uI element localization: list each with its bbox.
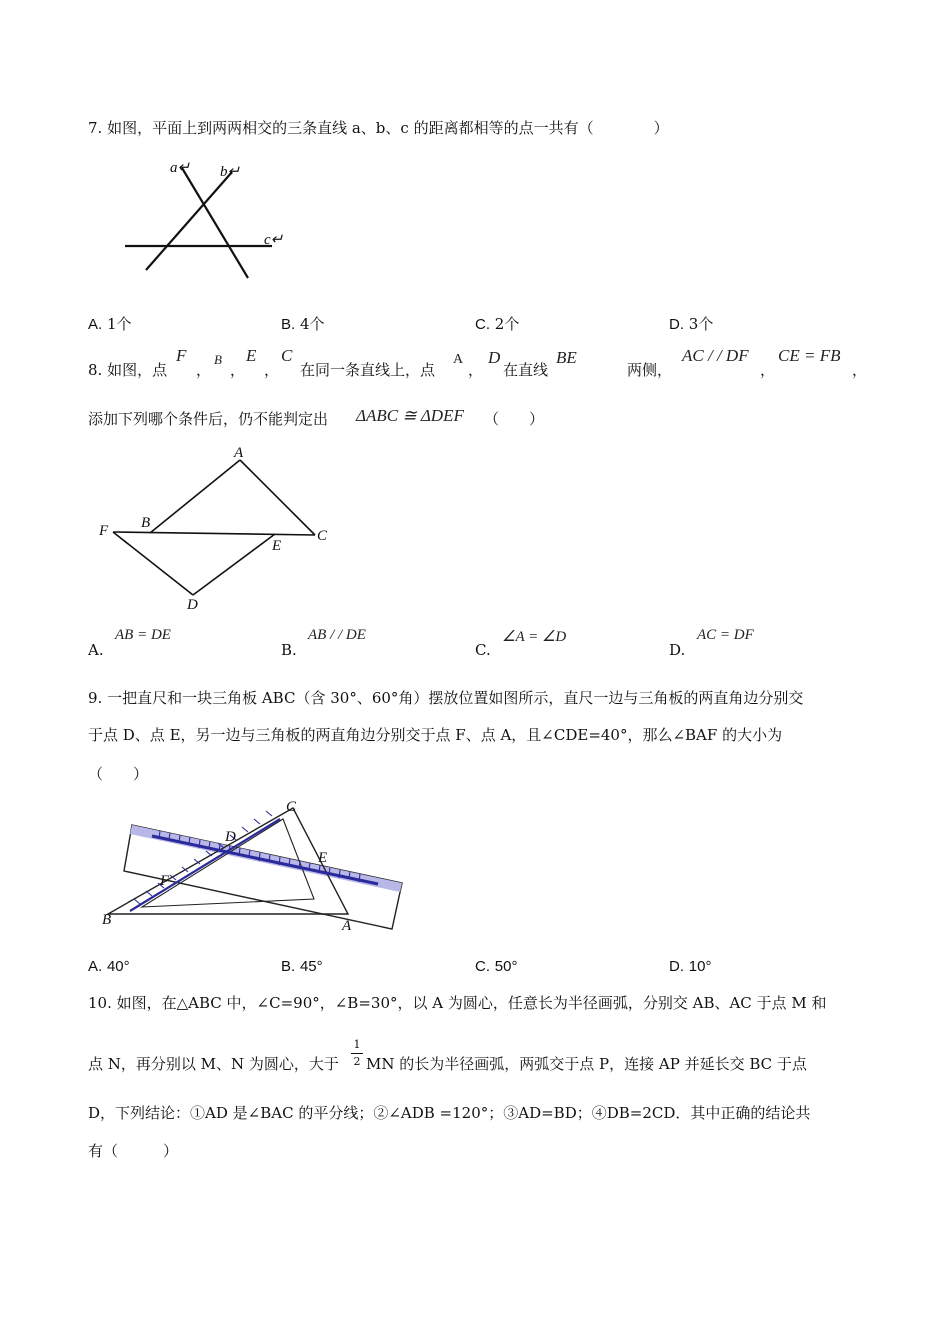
q9-fig-label-d: D (225, 829, 236, 845)
q8-congruence: ΔABC ≅ ΔDEF (356, 406, 464, 425)
q8-paren: （ ） (484, 410, 545, 428)
q9-option-c-letter: C. (475, 958, 490, 975)
q8-fig-label-c: C (317, 528, 328, 544)
q7-option-a-text: 1个 (106, 315, 132, 333)
q8-fig-label-d: D (187, 597, 198, 613)
q8-option-d-text: AC = DF (697, 627, 754, 643)
q7-stem: 7. 如图，平面上到两两相交的三条直线 a、b、c 的距离都相等的点一共有（ ） (88, 119, 669, 137)
q9-option-b[interactable] (281, 957, 323, 975)
q9-option-c-text: 50° (494, 958, 518, 975)
q8-comma-2: ， (230, 361, 246, 379)
q9-fig-label-f: F (160, 873, 170, 889)
q10-line-1: 10. 如图，在△ABC 中，∠C=90°，∠B=30°，以 A 为圆心，任意长为半径画弧，分别交 AB、AC 于点 M 和 (88, 994, 827, 1012)
q7-option-d-letter: D. (669, 316, 684, 333)
q7-label-b: b↵ (220, 164, 241, 180)
q9-option-a[interactable] (88, 957, 130, 975)
q9-option-b-text: 45° (299, 958, 323, 975)
q8-comma-1: ， (196, 361, 212, 379)
q8-figure (95, 440, 345, 615)
q9-figure (100, 795, 410, 940)
q8-fig-label-a: A (234, 445, 244, 461)
q8-two-sides: 两侧， (627, 361, 673, 379)
q8-point-e: E (246, 346, 257, 365)
q7-option-d[interactable] (669, 313, 713, 334)
q9-option-d-text: 10° (688, 958, 712, 975)
q8-option-c-letter[interactable]: C. (475, 641, 491, 659)
q8-point-a: A (453, 352, 464, 367)
q10-fraction-numerator: 1 (353, 1038, 361, 1051)
q8-option-c-text: ∠A = ∠D (502, 629, 567, 645)
q8-cond-equal: CE = FB (778, 346, 841, 365)
q8-on-line: 在直线 (503, 361, 549, 379)
q8-comma-5: ， (760, 361, 776, 379)
q8-option-a-text: AB = DE (115, 627, 171, 643)
q9-option-d[interactable] (669, 957, 711, 975)
q8-option-d-letter[interactable]: D. (669, 641, 686, 659)
q9-option-a-text: 40° (106, 958, 130, 975)
q8-fig-label-f: F (99, 523, 109, 539)
q7-figure (120, 158, 290, 278)
q7-label-c: c↵ (264, 232, 284, 248)
q9-option-b-letter: B. (281, 958, 296, 975)
q10-line-3: D，下列结论：①AD 是∠BAC 的平分线；②∠ADB =120°；③AD=BD；④DB=2CD．其中正确的结论共 (88, 1104, 811, 1122)
q8-point-d: D (488, 348, 501, 367)
q8-option-a-letter[interactable]: A. (88, 641, 104, 659)
q9-fig-label-c: C (286, 799, 297, 815)
q10-fraction (350, 1038, 364, 1069)
q7-option-b-text: 4个 (299, 315, 325, 333)
q8-point-b: B (214, 352, 222, 367)
q8-stem-l2: 添加下列哪个条件后，仍不能判定出 (88, 410, 329, 428)
q8-comma-4: ， (468, 361, 484, 379)
q10-line-2a: 点 N，再分别以 M、N 为圆心，大于 (88, 1055, 339, 1073)
q9-line-1: 9. 一把直尺和一块三角板 ABC（含 30°、60°角）摆放位置如图所示，直尺一边与三角板的两直角边分别交 (88, 689, 804, 707)
q8-stem-p1: 8. 如图，点 (88, 361, 168, 379)
q8-line-be: BE (556, 348, 577, 367)
q9-fig-label-b: B (102, 912, 112, 928)
q9-fig-label-a: A (342, 918, 352, 934)
q7-label-a: a↵ (170, 160, 191, 176)
q9-option-c[interactable] (475, 957, 517, 975)
q9-line-2: 于点 D、点 E，另一边与三角板的两直角边分别交于点 F、点 A，且∠CDE=40°，那么∠BAF 的大小为 (88, 726, 783, 744)
q7-option-c[interactable] (475, 313, 519, 334)
q8-comma-6: ， (852, 361, 868, 379)
q8-point-c: C (281, 346, 293, 365)
q9-line-3: （ ） (88, 765, 149, 783)
q8-cond-parallel: AC / / DF (682, 346, 749, 365)
q8-point-f: F (176, 346, 187, 365)
q7-option-c-text: 2个 (494, 315, 520, 333)
q7-option-b-letter: B. (281, 316, 296, 333)
q7-option-b[interactable] (281, 313, 325, 334)
q8-option-b-letter[interactable]: B. (281, 641, 297, 659)
q8-option-b-text: AB / / DE (308, 627, 366, 643)
q8-same-line: 在同一条直线上，点 (300, 361, 436, 379)
q9-option-a-letter: A. (88, 958, 103, 975)
q9-fig-label-e: E (318, 850, 328, 866)
q8-fig-label-e: E (272, 538, 282, 554)
q7-option-a-letter: A. (88, 316, 103, 333)
q7-option-c-letter: C. (475, 316, 490, 333)
q8-fig-label-b: B (141, 515, 151, 531)
q10-fraction-denominator: 2 (353, 1055, 361, 1068)
q8-comma-3: ， (264, 361, 280, 379)
q7-option-d-text: 3个 (688, 315, 714, 333)
q7-option-a[interactable] (88, 313, 132, 334)
q10-line-2b: MN 的长为半径画弧，两弧交于点 P，连接 AP 并延长交 BC 于点 (366, 1055, 807, 1073)
q10-line-4: 有（ ） (88, 1142, 179, 1160)
q9-option-d-letter: D. (669, 958, 684, 975)
